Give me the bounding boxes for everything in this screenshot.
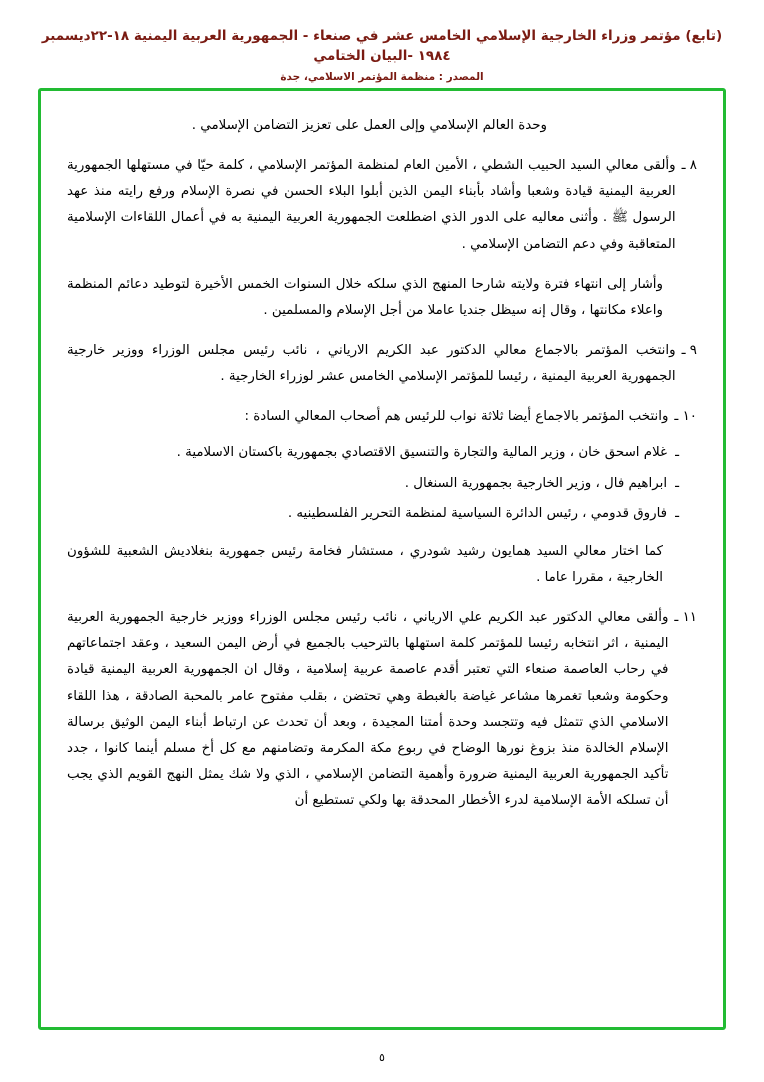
paragraph-text: وحدة العالم الإسلامي وإلى العمل على تعزيز التضامن الإسلامي . bbox=[191, 118, 547, 133]
content-frame bbox=[38, 88, 726, 1030]
paragraph-text: وألقى معالي السيد الحبيب الشطي ، الأمين العام لمنظمة المؤتمر الإسلامي ، كلمة حيّا في مستهلها الجمهورية العربية اليمنية قيادة وشعبا وأشاد بأبناء اليمن الذين أبلوا البلاء الحسن في نصرة الإسلام ورفع رايته منذ عهد الرسول ﷺ . وأثنى معاليه على الدور الذي اضطلعت الجمهورية العربية اليمنية به في أعمال اللقاءات الإسلامية المتعاقبة وفي دعم التضامن الإسلامي . bbox=[67, 158, 676, 252]
paragraph-10 bbox=[67, 404, 697, 430]
paragraph-text: وانتخب المؤتمر بالاجماع معالي الدكتور عبد الكريم الارياني ، نائب رئيس مجلس الوزراء ووزير خارجية الجمهورية العربية اليمنية ، رئيسا للمؤتمر الإسلامي الخامس عشر لوزراء الخارجية . bbox=[67, 342, 676, 385]
paragraph-text: وانتخب المؤتمر بالاجماع أيضا ثلاثة نواب للرئيس هم أصحاب المعالي السادة : bbox=[244, 409, 669, 425]
list-item-label: غلام اسحق خان ، وزير المالية والتجارة والتنسيق الاقتصادي بجمهورية باكستان الاسلامية . bbox=[176, 445, 668, 461]
paragraph-9 bbox=[67, 338, 697, 390]
paragraph-number: ٨ ـ bbox=[681, 158, 697, 174]
list-item-label: ابراهيم فال ، وزير الخارجية بجمهورية السنغال . bbox=[404, 475, 668, 491]
paragraph-number: ١١ ـ bbox=[674, 610, 697, 626]
paragraph-text: وألقى معالي الدكتور عبد الكريم علي الارياني ، نائب رئيس مجلس الوزراء ووزير خارجية الجمهورية العربية اليمنية ، اثر انتخابه رئيسا للمؤتمر كلمة استهلها بالترحيب بالجميع في أرض اليمن السعيد ، وعقد اجتماعاتهم في رحاب العاصمة صنعاء التي تعتبر أقدم عاصمة عربية إسلامية ، وقال ان الجمهورية العربية اليمنية قيادة وحكومة وشعبا تغمرها مشاعر غياضة بالغبطة وهي تحتضن ، بقلب مفتوح عامر بالمحبة الصادقة ، هذا اللقاء الاسلامي الذي تتمثل فيه وتتجسد وحدة أمتنا المجيدة ، وبعد أن تحدث عن ارتباط أبناء اليمن الوثيق برسالة الإسلام الخالدة منذ بزوغ نورها الوضاح في ربوع مكة المكرمة وتضامنهم مع كل أخ مسلم أينما كانوا ، جدد تأكيد الجمهورية العربية اليمنية ضرورة وأهمية التضامن الإسلامي ، الذي ولا شك يمثل النهج القويم الذي يجب أن تسلكه الأمة الإسلامية لدرء الأخطار المحدقة بها ولكي تستطيع أن bbox=[67, 610, 669, 809]
dash-marker: ـ bbox=[675, 475, 679, 491]
paragraph-8-cont bbox=[67, 272, 697, 324]
document-body bbox=[67, 113, 697, 814]
header-source: المصدر : منظمة المؤتمر الاسلامي، جدة bbox=[280, 70, 484, 83]
document-header bbox=[0, 0, 764, 83]
paragraph-number: ٩ ـ bbox=[681, 342, 697, 358]
list-item bbox=[67, 471, 697, 497]
list-item-label: فاروق قدومي ، رئيس الدائرة السياسية لمنظمة التحرير الفلسطينيه . bbox=[287, 505, 668, 521]
paragraph-text: كما اختار معالي السيد همايون رشيد شودري ، مستشار فخامة رئيس جمهورية بنغلاديش الشعبية للشؤون الخارجية ، مقررا عاما . bbox=[67, 543, 663, 585]
paragraph-continuation bbox=[67, 113, 697, 139]
paragraph-10-cont bbox=[67, 539, 697, 591]
dash-marker: ـ bbox=[675, 445, 679, 461]
header-title: (تابع) مؤتمر وزراء الخارجية الإسلامي الخامس عشر في صنعاء - الجمهورية العربية اليمنية ١٨-٢٢ديسمبر ١٩٨٤ -البيان الختامي bbox=[41, 28, 723, 65]
paragraph-number: ١٠ ـ bbox=[674, 409, 697, 425]
paragraph-8 bbox=[67, 153, 697, 258]
list-item bbox=[67, 440, 697, 466]
page-number: ٥ bbox=[379, 1051, 385, 1064]
list-item bbox=[67, 501, 697, 527]
paragraph-text: وأشار إلى انتهاء فترة ولايته شارحا المنهج الذي سلكه خلال السنوات الخمس الأخيرة لتوطيد دعائم المنظمة واعلاء مكانتها ، وقال إنه سيظل جنديا عاملا من أجل الإسلام والمسلمين . bbox=[67, 276, 663, 318]
dash-marker: ـ bbox=[675, 505, 679, 521]
paragraph-11 bbox=[67, 605, 697, 814]
vice-presidents-list bbox=[67, 440, 697, 526]
